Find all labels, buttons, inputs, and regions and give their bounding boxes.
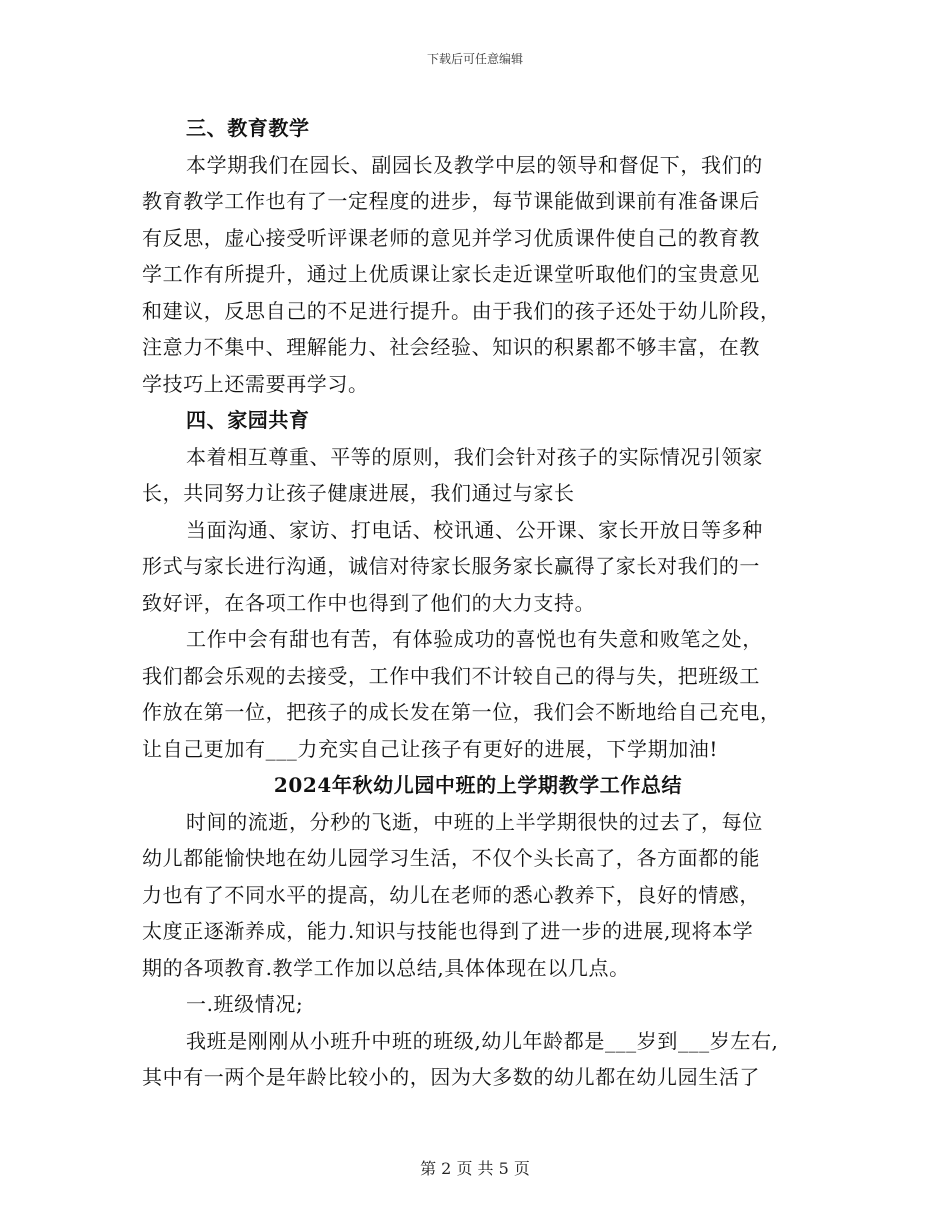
paragraph-line: 本着相互尊重、平等的原则，我们会针对孩子的实际情况引领家 bbox=[186, 444, 763, 469]
paragraph-line: 让自己更加有___力充实自己让孩子有更好的进展，下学期加油! bbox=[142, 736, 719, 761]
section-heading-class-situation: 一.班级情况; bbox=[186, 992, 304, 1016]
paragraph-line: 其中有一两个是年龄比较小的，因为大多数的幼儿都在幼儿园生活了 bbox=[142, 1065, 760, 1089]
paragraph-line: 学工作有所提升，通过上优质课让家长走近课堂听取他们的宝贵意见 bbox=[142, 262, 760, 286]
paragraph-line: 致好评，在各项工作中也得到了他们的大力支持。 bbox=[142, 590, 596, 615]
document-body bbox=[142, 110, 804, 1096]
paragraph-line: 教育教学工作也有了一定程度的进步，每节课能做到课前有准备课后 bbox=[142, 189, 760, 213]
paragraph-line: 有反思，虚心接受听评课老师的意见并学习优质课件使自己的教育教 bbox=[142, 225, 760, 250]
page-header-note: 下载后可任意编辑 bbox=[426, 52, 523, 66]
paragraph-line: 我班是刚刚从小班升中班的班级,幼儿年龄都是___岁到___岁左右, bbox=[186, 1028, 779, 1053]
paragraph-line: 时间的流逝，分秒的飞逝，中班的上半学期很快的过去了，每位 bbox=[186, 809, 763, 834]
paragraph-line: 期的各项教育.教学工作加以总结,具体体现在以几点。 bbox=[142, 955, 630, 980]
paragraph-line: 太度正逐渐养成，能力.知识与技能也得到了进一步的进展,现将本学 bbox=[142, 919, 754, 943]
paragraph-line: 本学期我们在园长、副园长及教学中层的领导和督促下，我们的 bbox=[186, 152, 763, 177]
paragraph-line: 当面沟通、家访、打电话、校讯通、公开课、家长开放日等多种 bbox=[186, 517, 763, 542]
paragraph-line: 幼儿都能愉快地在幼儿园学习生活，不仅个头长高了，各方面都的能 bbox=[142, 846, 760, 870]
paragraph-line: 注意力不集中、理解能力、社会经验、知识的积累都不够丰富，在教 bbox=[142, 335, 760, 359]
paragraph-line: 和建议，反思自己的不足进行提升。由于我们的孩子还处于幼儿阶段， bbox=[142, 298, 781, 323]
paragraph-line: 作放在第一位，把孩子的成长发在第一位，我们会不断地给自己充电， bbox=[142, 700, 781, 724]
section-heading-home-school: 四、家园共育 bbox=[186, 408, 310, 432]
paragraph-line: 长，共同努力让孩子健康进展，我们通过与家长 bbox=[142, 481, 575, 505]
paragraph-line: 我们都会乐观的去接受，工作中我们不计较自己的得与失，把班级工 bbox=[142, 663, 760, 688]
paragraph-line: 工作中会有甜也有苦，有体验成功的喜悦也有失意和败笔之处， bbox=[186, 627, 763, 651]
paragraph-line: 学技巧上还需要再学习。 bbox=[142, 371, 369, 396]
paragraph-line: 力也有了不同水平的提高，幼儿在老师的悉心教养下，良好的情感， bbox=[142, 882, 760, 907]
section-heading-education: 三、教育教学 bbox=[186, 116, 310, 140]
page-number: 第 2 页 共 5 页 bbox=[420, 1159, 530, 1178]
paragraph-line: 形式与家长进行沟通，诚信对待家长服务家长赢得了家长对我们的一 bbox=[142, 554, 760, 578]
document-title: 2024年秋幼儿园中班的上学期教学工作总结 bbox=[273, 773, 683, 797]
